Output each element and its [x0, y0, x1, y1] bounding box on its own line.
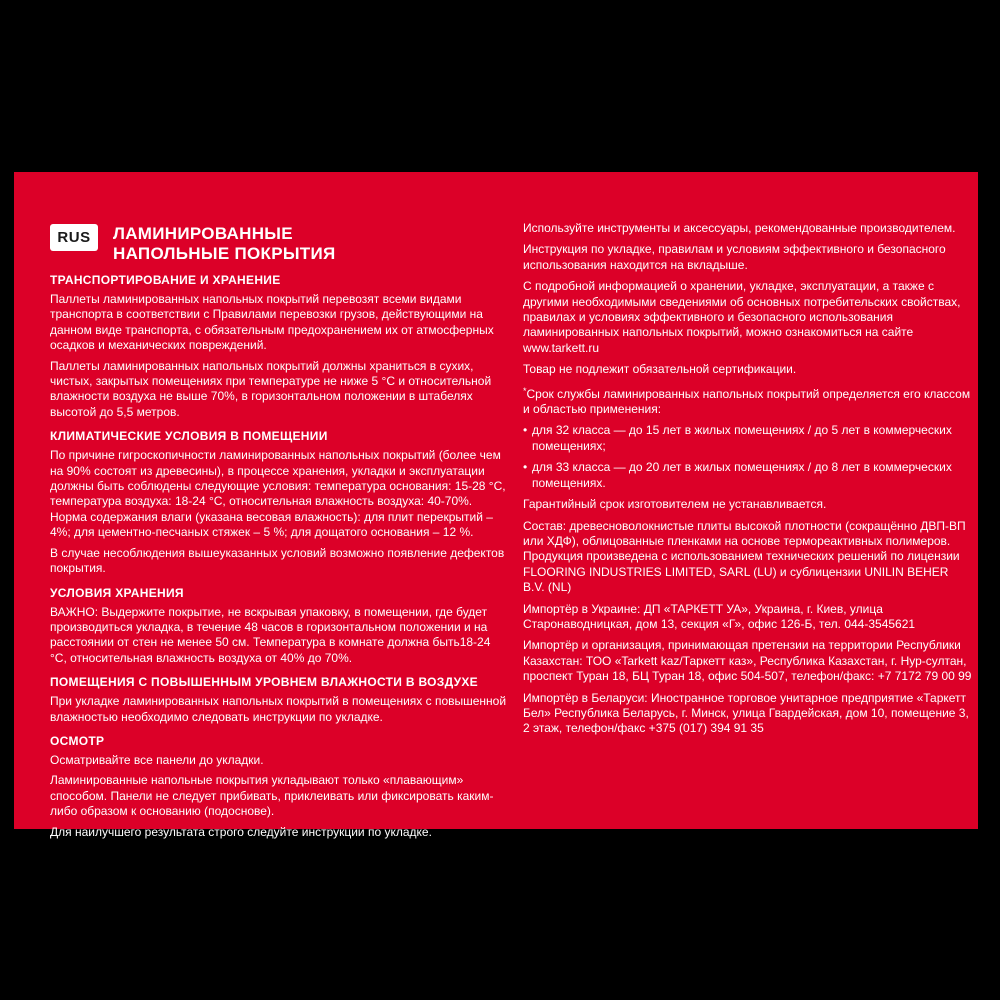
paragraph: Используйте инструменты и аксессуары, рекомендованные производителем. — [523, 221, 956, 235]
bullet-icon: • — [523, 423, 528, 438]
paragraph: ВАЖНО: Выдержите покрытие, не вскрывая упаковку, в помещении, где будет производиться укладка, в течение 48 часов в горизонтальном положении и на расстоянии от стен не менее 50 см. Температура в комнате должна быть18-24 °С, относительная влажность воздуха от 40% до 70%. — [50, 604, 491, 665]
paragraph: Для наилучшего результата строго следуйте инструкции по укладке. — [50, 824, 432, 839]
product-title-line1: ЛАМИНИРОВАННЫЕ — [113, 224, 293, 243]
section-heading-inspection: ОСМОТР — [50, 733, 105, 748]
paragraph: По причине гигроскопичности ламинированных напольных покрытий (более чем на 90% состоят из древесины), в процессе хранения, укладки и эксплуатации должны быть соблюдены следующие условия: температура основания: 15-28 °С, температура воздуха: 18-24 °С, относительная влажность воздуха: 40-70%. Норма содержания влаги (указана весовая влажность): для плит перекрытий – 4%; для цементно-песчаных стяжек – 5 %; для дощатого основания – 12 %. — [50, 448, 506, 540]
right-column — [523, 221, 973, 743]
paragraph: С подробной информацией о хранении, укладке, эксплуатации, а также с другими необходимыми сведениями об основных потребительских свойствах, правилах и условиях эффективного и безопасного использования ламинированных напольных покрытий, можно ознакомиться на сайте www.tarkett.ru — [523, 279, 961, 355]
paragraph: Ламинированные напольные покрытия укладывают только «плавающим» способом. Панели не следует прибивать, приклеивать или фиксировать каким-либо образом к основанию (подоснове). — [50, 773, 494, 819]
section-heading-transport: ТРАНСПОРТИРОВАНИЕ И ХРАНЕНИЕ — [50, 273, 281, 287]
asterisk-footnote-marker: * — [523, 385, 527, 396]
section-heading-storage: УСЛОВИЯ ХРАНЕНИЯ — [50, 585, 184, 600]
warranty-paragraph: Гарантийный срок изготовителем не устанавливается. — [523, 497, 827, 512]
composition-paragraph: Состав: древесноволокнистые плиты высокой плотности (сокращённо ДВП-ВП или ХДФ), облицованные пленками на основе термореактивных полимеров. Продукция произведена с использованием технических решений по лицензии FLOORING INDUSTRIES LIMITED, SARL (LU) и сублицензии UNILIN BEHER B.V. (NL) — [523, 518, 966, 595]
paragraph: При укладке ламинированных напольных покрытий в помещениях с повышенной влажностью необходимо следовать инструкции по укладке. — [50, 694, 507, 724]
footnote-paragraph — [523, 384, 973, 418]
importer-belarus-paragraph: Импортёр в Беларуси: Иностранное торговое унитарное предприятие «Таркетт Бел» Республика Беларусь, г. Минск, улица Гвардейская, дом 10, помещение 3, 2 этаж, телефон/факс +375 (017) 394 91 35 — [523, 690, 969, 736]
paragraph: Инструкция по укладке, правилам и условиям эффективного и безопасного использования находится на вкладыше. — [523, 242, 946, 272]
paragraph: Товар не подлежит обязательной сертификации. — [523, 362, 797, 377]
section-heading-climate: КЛИМАТИЧЕСКИЕ УСЛОВИЯ В ПОМЕЩЕНИИ — [50, 429, 328, 444]
section-heading-humidity: ПОМЕЩЕНИЯ С ПОВЫШЕННЫМ УРОВНЕМ ВЛАЖНОСТИ В ВОЗДУХЕ — [50, 675, 478, 690]
language-badge: RUS — [50, 224, 98, 251]
list-item-text: для 32 класса — до 15 лет в жилых помещениях / до 5 лет в коммерческих помещениях; — [532, 423, 952, 453]
list-item — [523, 460, 973, 491]
left-column — [50, 224, 508, 845]
label-header — [50, 224, 508, 264]
paragraph: Паллеты ламинированных напольных покрытий должны храниться в сухих, чистых, закрытых помещениях при температуре не ниже 5 °С и относительной влажности воздуха не выше 70%, в горизонтальном положении в штабелях высотой до 5,5 метров. — [50, 358, 492, 419]
red-label-panel — [14, 172, 978, 839]
paragraph: Осматривайте все панели до укладки. — [50, 752, 264, 767]
product-title-line2: НАПОЛЬНЫЕ ПОКРЫТИЯ — [113, 244, 336, 263]
product-title — [113, 224, 336, 264]
bullet-icon: • — [523, 460, 528, 475]
footnote-text: Срок службы ламинированных напольных покрытий определяется его классом и областью применения: — [523, 386, 971, 417]
list-item — [523, 423, 973, 454]
list-item-text: для 33 класса — до 20 лет в жилых помещениях / до 8 лет в коммерческих помещениях. — [532, 460, 952, 490]
importer-kazakhstan-paragraph: Импортёр и организация, принимающая претензии на территории Республики Казахстан: ТОО «Tarkett kaz/Таркетт каз», Республика Казахстан, г. Нур-султан, проспект Туран 18, БЦ Туран 18, офис 504-507, телефон/факс: +7 7172 79 00 99 — [523, 638, 972, 684]
importer-ukraine-paragraph: Импортёр в Украине: ДП «ТАРКЕТТ УА», Украина, г. Киев, улица Старонаводницкая, дом 13, секция «Г», офис 126-Б, тел. 044-3545621 — [523, 601, 916, 631]
paragraph: В случае несоблюдения вышеуказанных условий возможно появление дефектов покрытия. — [50, 545, 505, 576]
paragraph: Паллеты ламинированных напольных покрытий перевозят всеми видами транспорта в соответствии с Правилами перевозки грузов, действующими на данном виде транспорта, с обязательным предохранением их от атмосферных осадков и механических повреждений. — [50, 292, 494, 353]
